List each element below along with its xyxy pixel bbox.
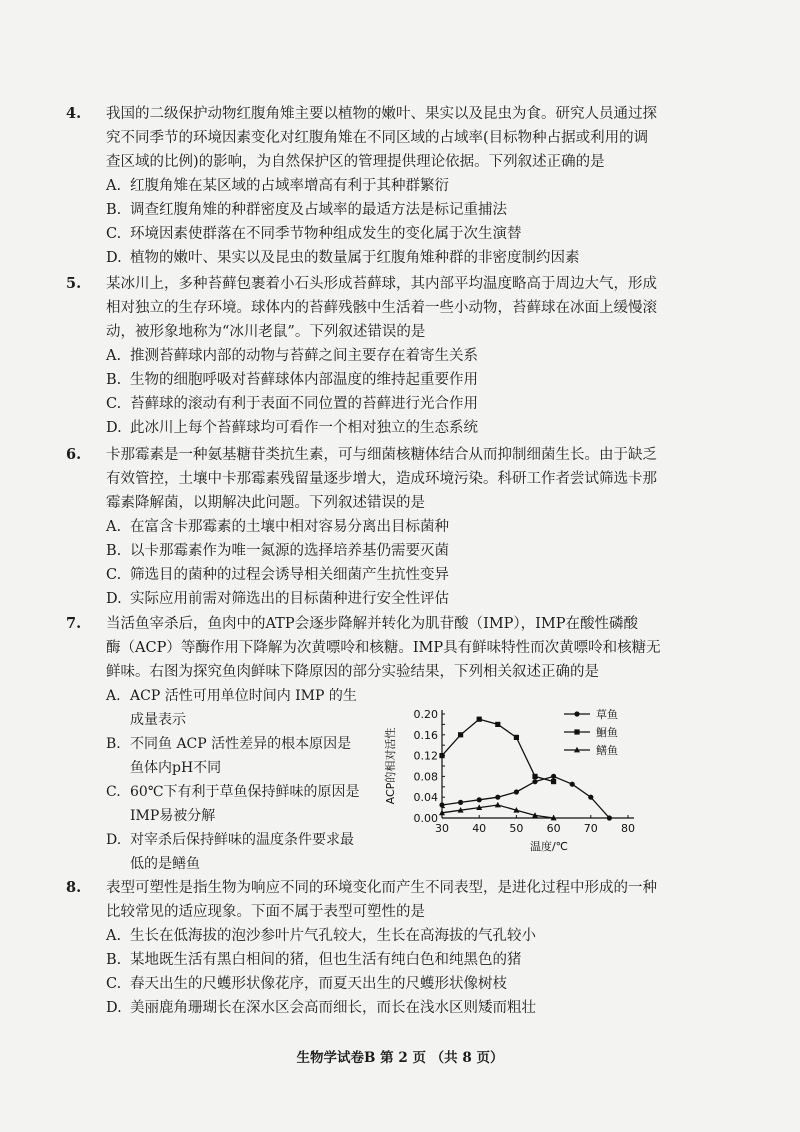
option-a: A. 红腹角雉在某区域的占域率增高有利于其种群繁衍 (106, 178, 449, 194)
x-tick-label: 40 (472, 822, 487, 835)
option-b: B. 不同鱼 ACP 活性差异的根本原因是 鱼体内pH不同 (106, 736, 352, 776)
y-tick-label: 0.16 (413, 728, 438, 742)
question-stem-line: 有效管控，土壤中卡那霉素残留量逐步增大，造成环境污染。科研工作者尝试筛选卡那 (106, 471, 657, 487)
question-stem-line: 表型可塑性是指生物为响应不同的环境变化而产生不同表型，是进化过程中形成的一种 (106, 880, 657, 896)
option-d: D. 实际应用前需对筛选出的目标菌种进行安全性评估 (106, 591, 449, 607)
y-tick-label: 0.20 (413, 708, 438, 721)
option-a: A. 在富含卡那霉素的土壤中相对容易分离出目标菌种 (106, 519, 449, 535)
question-8 (66, 876, 756, 1020)
data-point-series-1 (551, 774, 556, 779)
question-stem-line: 查区域的比例)的影响，为自然保护区的管理提供理论依据。下列叙述正确的是 (106, 154, 605, 170)
page-footer: 生物学试卷B 第 2 页 （共 8 页） (296, 1050, 504, 1066)
question-stem-line: 酶（ACP）等酶作用下降解为次黄嘌呤和核糖。IMP具有鲜味特性而次黄嘌呤和核糖无 (106, 640, 661, 656)
option-d: D. 此冰川上每个苔藓球均可看作一个相对独立的生态系统 (106, 420, 478, 436)
data-point-series-2 (458, 732, 463, 737)
x-tick-label: 80 (621, 822, 635, 835)
question-number: 4. (66, 105, 82, 122)
question-stem-line: 比较常见的适应现象。下面不属于表型可塑性的是 (106, 904, 425, 920)
series-line-2 (442, 719, 554, 781)
question-number: 7. (66, 615, 82, 632)
option-c: C. 筛选目的菌种的过程会诱导相关细菌产生抗性变异 (106, 567, 449, 583)
question-4 (66, 102, 756, 270)
question-stem-line: 当活鱼宰杀后，鱼肉中的ATP会逐步降解并转化为肌苷酸（IMP），IMP在酸性磷酸 (106, 616, 639, 632)
question-6 (66, 443, 756, 611)
x-tick-label: 30 (435, 822, 449, 835)
data-point-series-2 (439, 753, 444, 758)
acp-activity-chart (380, 698, 650, 872)
y-tick-label: 0.12 (413, 749, 438, 763)
series-line-1 (442, 776, 609, 818)
option-d: D. 美丽鹿角珊瑚长在深水区会高而细长，而长在浅水区则矮而粗壮 (106, 1000, 536, 1016)
option-c: C. 环境因素使群落在不同季节物种组成发生的变化属于次生演替 (106, 226, 522, 242)
legend-marker (574, 729, 579, 734)
x-axis-label: 温度/℃ (529, 840, 569, 853)
option-d: D. 对宰杀后保持鲜味的温度条件要求最 低的是鳝鱼 (106, 832, 354, 872)
option-c: C. 60℃下有利于草鱼保持鲜味的原因是 IMP易被分解 (106, 784, 360, 824)
chart-svg (380, 698, 650, 868)
option-b: B. 某地既生活有黑白相间的猪，但也生活有纯白色和纯黑色的猪 (106, 952, 522, 968)
question-stem-line: 霉素降解菌，以期解决此问题。下列叙述错误的是 (106, 495, 425, 511)
data-point-series-1 (477, 797, 482, 802)
option-a: A. 推测苔藓球内部的动物与苔藓之间主要存在着寄生关系 (106, 348, 478, 364)
data-point-series-1 (570, 782, 575, 787)
data-point-series-2 (532, 774, 537, 779)
option-d: D. 植物的嫩叶、果实以及昆虫的数量属于红腹角雉种群的非密度制约因素 (106, 250, 580, 266)
data-point-series-1 (532, 779, 537, 784)
x-tick-label: 50 (509, 822, 524, 835)
question-7-options (66, 684, 386, 876)
y-axis-label: ACP的相对活性 (384, 727, 397, 805)
option-b: B. 生物的细胞呼吸对苔藓球体内部温度的维持起重要作用 (106, 372, 478, 388)
question-stem-line: 卡那霉素是一种氨基糖苷类抗生素，可与细菌核糖体结合从而抑制细菌生长。由于缺乏 (106, 447, 657, 463)
question-stem-line: 某冰川上，多种苔藓包裹着小石头形成苔藓球，其内部平均温度略高于周边大气，形成 (106, 276, 657, 292)
option-c: C. 春天出生的尺蠖形状像花序，而夏天出生的尺蠖形状像树枝 (106, 976, 507, 992)
data-point-series-2 (551, 779, 556, 784)
legend-label: 鳝鱼 (596, 744, 618, 757)
question-stem-line: 动，被形象地称为“冰川老鼠”。下列叙述错误的是 (106, 324, 426, 340)
x-tick-label: 70 (583, 822, 598, 835)
option-b: B. 调查红腹角雉的种群密度及占域率的最适方法是标记重捕法 (106, 202, 507, 218)
question-stem-line: 相对独立的生存环境。球体内的苔藓残骸中生活着一些小动物，苔藓球在冰面上缓慢滚 (106, 300, 657, 316)
data-point-series-2 (495, 722, 500, 727)
legend-label: 鮰鱼 (596, 726, 618, 739)
question-stem-line: 我国的二级保护动物红腹角雉主要以植物的嫩叶、果实以及昆虫为食。研究人员通过探 (106, 106, 657, 122)
x-tick-label: 60 (546, 822, 561, 835)
question-number: 5. (66, 275, 82, 292)
y-tick-label: 0.04 (413, 791, 438, 805)
data-point-series-2 (514, 735, 519, 740)
y-tick-label: 0.00 (413, 812, 438, 825)
data-point-series-2 (477, 717, 482, 722)
question-5 (66, 272, 756, 440)
data-point-series-1 (588, 795, 593, 800)
data-point-series-1 (607, 815, 612, 820)
option-a: A. ACP 活性可用单位时间内 IMP 的生 成量表示 (106, 688, 357, 728)
data-point-series-1 (439, 802, 444, 807)
data-point-series-1 (514, 789, 519, 794)
question-stem-line: 鲜味。右图为探究鱼肉鲜味下降原因的部分实验结果，下列相关叙述正确的是 (106, 664, 599, 680)
data-point-series-1 (495, 795, 500, 800)
legend-marker (574, 711, 579, 716)
y-tick-label: 0.08 (413, 770, 438, 784)
question-number: 8. (66, 879, 82, 896)
data-point-series-1 (458, 800, 463, 805)
question-number: 6. (66, 446, 82, 463)
option-b: B. 以卡那霉素作为唯一氮源的选择培养基仍需要灭菌 (106, 543, 449, 559)
data-point-series-3 (495, 802, 501, 808)
option-a: A. 生长在低海拔的泡沙参叶片气孔较大，生长在高海拔的气孔较小 (106, 928, 536, 944)
option-c: C. 苔藓球的滚动有利于表面不同位置的苔藓进行光合作用 (106, 396, 478, 412)
legend-label: 草鱼 (596, 708, 618, 721)
question-stem-line: 究不同季节的环境因素变化对红腹角雉在不同区域的占域率(目标物种占据或利用的调 (106, 130, 649, 146)
